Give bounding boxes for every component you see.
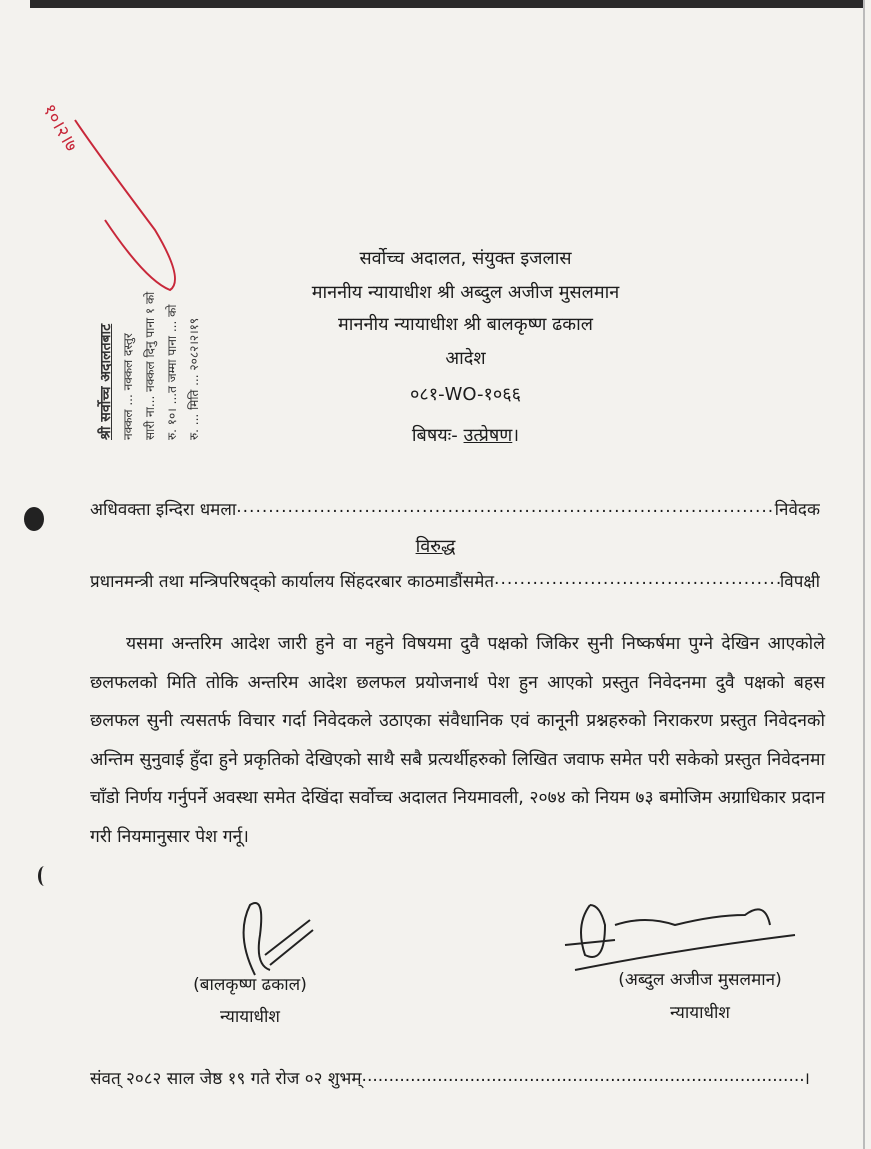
scan-right-edge <box>863 0 865 1149</box>
petitioner-role: निवेदक <box>774 500 820 520</box>
stamp-line: सारी ना... नक्कल दिनु पाना १ को <box>143 291 157 440</box>
subject-value: उत्प्रेषण <box>463 425 513 446</box>
date-line <box>90 1066 810 1089</box>
respondent-name: प्रधानमन्त्री तथा मन्त्रिपरिषद्को कार्यालय सिंहदरबार काठमाडौंसमेत <box>90 572 495 592</box>
stamp-line: नक्कल ... नक्कल दस्तुर <box>121 333 135 440</box>
judge-line: माननीय न्यायाधीश श्री अब्दुल अजीज मुसलमान <box>311 282 620 303</box>
punch-hole <box>38 866 51 886</box>
petitioner-line <box>90 497 820 520</box>
leader-dots <box>236 497 774 520</box>
versus: विरुद्ध <box>415 536 456 557</box>
stamp-line: रु. १०। ...त जम्मा पाना ... को <box>165 304 179 440</box>
subject-label: बिषयः- <box>411 425 458 446</box>
signatory-name: (बालकृष्ण ढकाल) <box>193 975 307 995</box>
stamp-title: श्री सर्वोच्च अदालतबाट <box>98 323 114 440</box>
signature-musalman <box>555 895 805 975</box>
signatory-title: न्यायाधीश <box>670 1003 730 1023</box>
svg-text:१०।२।७: १०।२।७ <box>38 100 82 156</box>
document-type: आदेश <box>445 348 486 369</box>
signatory-title: न्यायाधीश <box>220 1007 280 1027</box>
case-number: ०८१-WO-१०६६ <box>410 384 521 405</box>
subject-end: । <box>512 425 520 446</box>
scan-top-edge <box>30 0 865 8</box>
date-end: । <box>803 1069 810 1089</box>
petitioner-name: अधिवक्ता इन्दिरा धमला <box>90 500 237 520</box>
subject-line <box>30 423 871 447</box>
leader-dots <box>362 1066 804 1089</box>
court-name: सर्वोच्च अदालत, संयुक्त इजलास <box>359 248 572 269</box>
date-text: संवत् २०८२ साल जेष्ठ १९ गते रोज ०२ शुभम् <box>90 1069 362 1089</box>
signatory-name: (अब्दुल अजीज मुसलमान) <box>618 970 782 990</box>
judge-line: माननीय न्यायाधीश श्री बालकृष्ण ढकाल <box>338 314 593 335</box>
punch-hole <box>24 507 44 531</box>
stamp-line: रु. ... मिति ... २०८२।२।१९ <box>187 317 201 440</box>
leader-dots <box>494 569 780 592</box>
respondent-role: विपक्षी <box>779 572 820 592</box>
order-body: यसमा अन्तरिम आदेश जारी हुने वा नहुने विषयमा दुवै पक्षको जिकिर सुनी निष्कर्षमा पुग्ने देखिन आएकोले छलफलको मिति तोकि अन्तरिम आदेश छलफल प्रयोजनार्थ पेश हुन आएको प्रस्तुत निवेदनमा दुवै पक्षको बहस छलफल सुनी त्यसतर्फ विचार गर्दा निवेदकले उठाएका संवैधानिक एवं कानूनी प्रश्नहरुको निराकरण प्रस्तुत निवेदनको अन्तिम सुनुवाई हुँदा हुने प्रकृतिको देखिएको साथै सबै प्रत्यर्थीहरुको लिखित जवाफ समेत परी सकेको प्रस्तुत निवेदनमा चाँडो निर्णय गर्नुपर्ने अवस्था समेत देखिंदा सर्वोच्च अदालत नियमावली, २०७४ को नियम ७३ बमोजिम अग्राधिकार प्रदान गरी नियमानुसार पेश गर्नू। <box>90 634 825 847</box>
respondent-line <box>90 569 820 592</box>
